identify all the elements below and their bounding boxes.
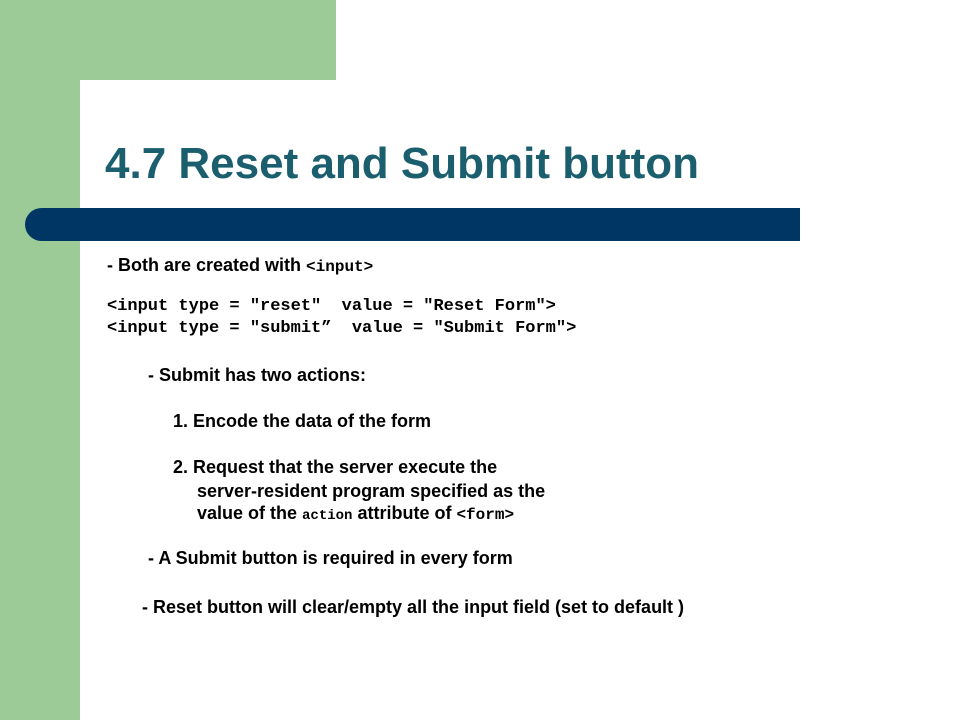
code-line-submit: <input type = "submit” value = "Submit Form"> bbox=[107, 319, 577, 338]
left-accent-band bbox=[0, 0, 80, 720]
code-line-reset: <input type = "reset" value = "Reset Form"> bbox=[107, 297, 556, 316]
action-attribute-code: action bbox=[302, 508, 353, 524]
action-item-2-line-2: server-resident program specified as the bbox=[197, 481, 546, 501]
form-tag-code: <form> bbox=[456, 506, 515, 524]
intro-code: <input> bbox=[306, 258, 374, 276]
action-line-prefix: value of the bbox=[197, 503, 303, 523]
required-note: - A Submit button is required in every form bbox=[148, 548, 513, 568]
action-item-2-line-3 bbox=[197, 502, 514, 527]
title-underline-bar bbox=[25, 208, 800, 241]
intro-line bbox=[107, 254, 373, 278]
intro-text: - Both are created with bbox=[107, 255, 307, 275]
reset-note: - Reset button will clear/empty all the input field (set to default ) bbox=[142, 597, 685, 617]
action-line-middle: attribute of bbox=[352, 503, 457, 523]
action-item-2-line-1: 2. Request that the server execute the bbox=[173, 457, 498, 477]
top-accent-band bbox=[0, 0, 336, 80]
action-item-1: 1. Encode the data of the form bbox=[173, 411, 432, 431]
actions-heading: - Submit has two actions: bbox=[148, 365, 367, 385]
slide-title: 4.7 Reset and Submit button bbox=[105, 139, 700, 188]
